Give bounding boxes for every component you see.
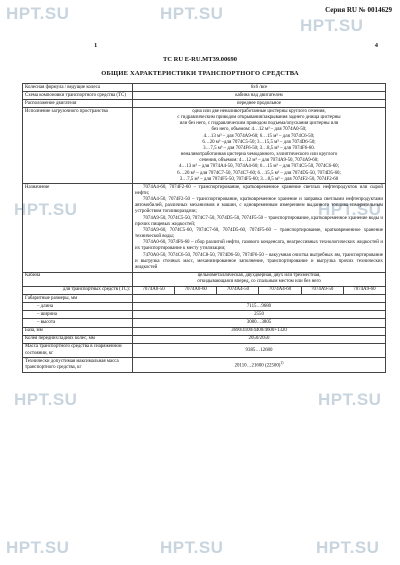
- text-line: откидывающаяся вперед, со спальным местом или без него: [197, 279, 321, 285]
- cabin-description: [133, 272, 386, 286]
- watermark-top-right: HPT.SU: [300, 16, 364, 35]
- text-paragraph: 7074А4-60, 7074F2-60 – транспортирование, кратковременное хранение светлых нефтепродуктов или сырой нефти;: [135, 184, 383, 196]
- row-label: Технически допустимая максимальная масса транспортного средства, кг: [23, 358, 133, 372]
- characteristics-table: [22, 83, 386, 373]
- text-paragraph: 7074А0-60, 7074F6-60 – сбор разлитой нефти, газового конденсата, неагрессивных технологических жидкостей и их транспортирование к месту утилизации;: [135, 240, 383, 252]
- purpose-description: [133, 184, 386, 272]
- row-value: 2550: [133, 311, 386, 319]
- certificate-serial: Серия RU № 0014629: [325, 6, 392, 14]
- model-cell: 7074А9-60: [343, 286, 385, 294]
- text-line: 4…13 м³ – для 7074А9-60; 6…15 м³ – для 7074С6-50;: [203, 133, 315, 139]
- row-value: 9385…12680: [133, 343, 386, 357]
- row-label: Колея передних/задних колес, мм: [23, 335, 133, 343]
- watermark-bottom-left: HPT.SU: [6, 538, 70, 557]
- row-label: – ширина: [23, 311, 133, 319]
- table-row: [23, 272, 386, 286]
- model-cell: 7074А4-60: [259, 286, 301, 294]
- text-line: 6…20 м³ – для 7074С7-50, 7074С7-60; 6…15,5 м³ – для 7074D5-50, 7074D5-60;: [177, 170, 341, 176]
- text-paragraph: 7074А4-50, 7074F2-50 – транспортирование, кратковременное хранение и заправка светлыми нефтепродуктами автомобилей, различных механизмов и машин, с одновременным измерением выданного топлива измерительным устройством топливораздачи;: [135, 197, 383, 215]
- row-value: 2050/2050: [133, 335, 386, 343]
- table-row: [23, 343, 386, 357]
- watermark-mid-left: HPT.SU: [14, 200, 78, 219]
- text-paragraph: 7470А0-50, 7074С6-50, 7074С8-50, 7074D6-50, 7074F6-50 – вакуумная очистка выгребных ям, транспортирование и выгрузка сточных масс, механизированное заполнение, транспортирование и выгрузка прочих технических жидкостей: [135, 252, 383, 270]
- max-mass-value: 20110…21600 (22500): [234, 363, 281, 369]
- table-row: [23, 303, 386, 311]
- table-row: [23, 335, 386, 343]
- watermark-bottom-right: HPT.SU: [316, 538, 380, 557]
- row-label: Назначение: [23, 184, 133, 272]
- text-line: сечения, объемом: 4…12 м³ – для 7074А9-50, 7074А9-60;: [199, 158, 319, 164]
- table-row: [23, 92, 386, 100]
- watermark-top-center: HPT.SU: [160, 4, 224, 23]
- table-row: [23, 311, 386, 319]
- text-line: цельнометаллическая, двухдверная, двух или трехместная,: [197, 273, 321, 279]
- table-row: [23, 295, 386, 303]
- table-row: [23, 84, 386, 92]
- text-paragraph: 7074А9-60, 7074С5-60, 7074С7-60, 7074D5-60, 7074F5-60 – транспортирование, кратковременное хранение технической воды;: [135, 227, 383, 240]
- row-label: – высота: [23, 319, 133, 327]
- watermark-top-left: HPT.SU: [6, 4, 70, 23]
- row-value: [133, 295, 386, 303]
- row-value: 3080…3805: [133, 319, 386, 327]
- model-cell: 7074А0-50: [133, 286, 175, 294]
- text-line: 4…13 м³ – для 7074А4-50, 7074А4-60; 6…15 м³ – для 7074С5-50, 7074С6-60;: [178, 164, 339, 170]
- text-line: одна или две неналивотработанные цистерны круглого сечения,: [192, 108, 326, 114]
- model-cell: 7074А0-60: [175, 286, 217, 294]
- page-number-right: 4: [374, 42, 378, 49]
- text-line: 3…7,5 м³ – для 7074F5-50, 7074F5-60; 3…8,5 м³ – для 7074F2-50, 7074F2-60: [179, 176, 339, 182]
- table-row: [23, 286, 386, 294]
- row-label: Исполнение загрузочного пространства: [23, 108, 133, 184]
- table-row: [23, 327, 386, 335]
- row-label: Колесная формула / ведущие колеса: [23, 84, 133, 92]
- page-number-left: 1: [94, 42, 98, 49]
- row-value: 7115…9680: [133, 303, 386, 311]
- text-line: с гидравлическим приводом открывания/закрывания заднего днища цистерны: [177, 115, 341, 121]
- table-row: [23, 184, 386, 272]
- watermark-lower-right: HPT.SU: [318, 390, 382, 409]
- watermark-mid-right: HPT.SU: [318, 200, 382, 219]
- table-row: [23, 358, 386, 372]
- row-value: [133, 358, 386, 372]
- row-label: Схема компоновки транспортного средства (ТС): [23, 92, 133, 100]
- text-line: 6…20 м³ –для 7074С5-50; 3…15,5 м³ – для 7074D6-50;: [202, 139, 316, 145]
- row-label: Габаритные размеры, мм: [23, 295, 133, 303]
- row-value: 6x6 /все: [133, 84, 386, 92]
- watermark-bottom-center: HPT.SU: [160, 538, 224, 557]
- cargo-description: [133, 108, 386, 184]
- row-label: для транспортных средств (ТС):: [23, 286, 133, 294]
- text-line: или без него, с гидравлическим приводом подъема/опускания цистерны или: [179, 121, 339, 127]
- text-paragraph: 7074А9-50, 7074С5-50, 7074С7-50, 7074D5-50, 7074F5-50 – транспортирование, кратковременное хранение воды и прочих пищевых жидкостей;: [135, 215, 383, 227]
- page-title: ОБЩИЕ ХАРАКТЕРИСТИКИ ТРАНСПОРТНОГО СРЕДСТВА: [101, 70, 299, 77]
- table-row: [23, 108, 386, 184]
- row-value: кабина над двигателем: [133, 92, 386, 100]
- text-line: 3…7,5 м³ – для 7074F6-50; 3…8,5 м³ – для 7074F6-60.: [203, 145, 315, 151]
- row-value: переднее продольное: [133, 100, 386, 108]
- row-label: Расположение двигателя: [23, 100, 133, 108]
- table-row: [23, 100, 386, 108]
- document-id: ТС RU E-RU.МТ39.00690: [162, 56, 238, 63]
- row-label: База, мм: [23, 327, 133, 335]
- footnote-mark: 1): [280, 361, 284, 366]
- table-row: [23, 319, 386, 327]
- model-cell: 7074А9-50: [301, 286, 343, 294]
- row-value: 3690/4100/4400/4600+1320: [133, 327, 386, 335]
- watermark-lower-left: HPT.SU: [14, 390, 78, 409]
- row-label: – длина: [23, 303, 133, 311]
- row-label: Кабина: [23, 272, 133, 286]
- row-label: Масса транспортного средства в снаряженном состоянии, кг: [23, 343, 133, 357]
- model-cell: 7074А4-50: [217, 286, 259, 294]
- text-line: неналивотработанная цистерна чемоданного, эллиптического или круглого: [180, 152, 338, 158]
- text-line: без него, объемом: 4…12 м³ – для 7074А0-50;: [211, 127, 307, 133]
